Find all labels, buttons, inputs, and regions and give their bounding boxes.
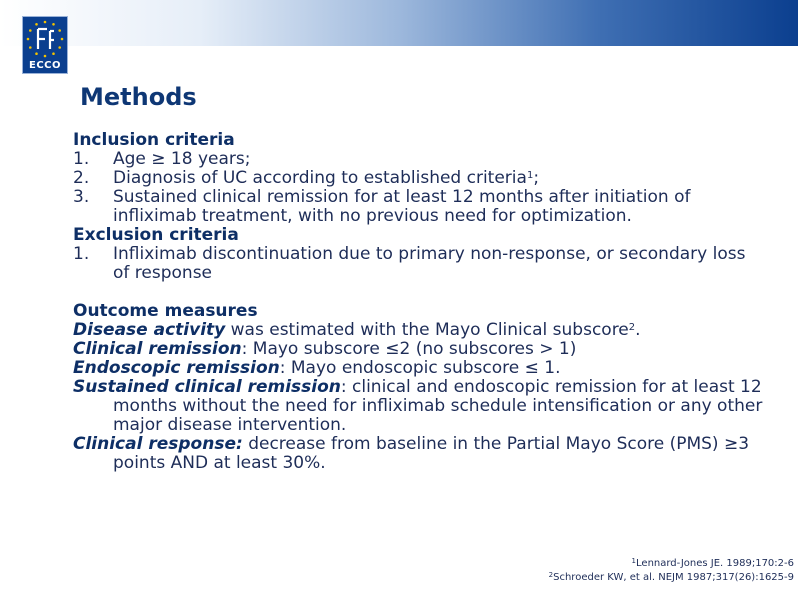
- footnote-marker: 2: [628, 322, 636, 333]
- outcome-item: [73, 359, 763, 378]
- outcome-term: Clinical response:: [73, 434, 243, 454]
- exclusion-item: [73, 245, 763, 283]
- list-number: 1.: [73, 244, 90, 264]
- outcome-term: Endoscopic remission: [73, 358, 280, 378]
- outcome-text: : clinical and endoscopic remission for at least 12 months without the need for infliximab schedule intensification or any other major disease intervention.: [113, 377, 763, 435]
- outcomes-heading: Outcome measures: [73, 301, 258, 321]
- list-number: 3.: [73, 187, 90, 207]
- inclusion-item: [73, 150, 763, 169]
- star-circle-icon: [23, 17, 67, 61]
- item-text: Sustained clinical remission for at least 12 months after initiation of infliximab treatment, with no previous need for optimization.: [113, 187, 691, 226]
- exclusion-heading: Exclusion criteria: [73, 225, 239, 245]
- inclusion-heading: Inclusion criteria: [73, 130, 235, 150]
- outcome-item: [73, 340, 763, 359]
- outcome-text: : Mayo subscore ≤2 (no subscores > 1): [241, 339, 577, 359]
- ecco-logo: [22, 16, 68, 74]
- item-text: Diagnosis of UC according to established criteria: [113, 168, 527, 188]
- inclusion-item: [73, 169, 763, 188]
- inclusion-item: [73, 188, 763, 226]
- reference-marker: 2: [548, 571, 554, 579]
- outcome-term: Disease activity: [73, 320, 226, 340]
- outcome-text: decrease from baseline in the Partial Mayo Score (PMS) ≥3 points AND at least 30%.: [113, 434, 750, 473]
- logo-text: ECCO: [28, 60, 61, 71]
- slide-title: Methods: [80, 83, 197, 111]
- references: [549, 557, 794, 585]
- reference-item: [549, 571, 794, 585]
- footnote-marker: 1: [526, 170, 534, 181]
- list-number: 1.: [73, 149, 90, 169]
- reference-marker: 1: [631, 557, 637, 565]
- outcome-item: [73, 435, 763, 473]
- reference-item: [549, 557, 794, 571]
- outcome-text: was estimated with the Mayo Clinical subscore: [225, 320, 629, 340]
- outcome-item: [73, 321, 763, 340]
- item-text: Infliximab discontinuation due to primary non-response, or secondary loss of response: [113, 244, 746, 283]
- outcome-text-end: .: [635, 320, 641, 340]
- reference-text: Schroeder KW, et al. NEJM 1987;317(26):1625-9: [553, 572, 794, 583]
- list-number: 2.: [73, 168, 90, 188]
- outcome-text: : Mayo endoscopic subscore ≤ 1.: [279, 358, 561, 378]
- reference-text: Lennard-Jones JE. 1989;170:2-6: [636, 558, 794, 569]
- header-band: [0, 0, 798, 46]
- outcome-term: Clinical remission: [73, 339, 242, 359]
- item-text: Age ≥ 18 years;: [113, 149, 251, 169]
- item-text-end: ;: [533, 168, 540, 188]
- slide-content: [73, 131, 763, 473]
- outcome-term: Sustained clinical remission: [73, 377, 341, 397]
- outcome-item: [73, 378, 763, 435]
